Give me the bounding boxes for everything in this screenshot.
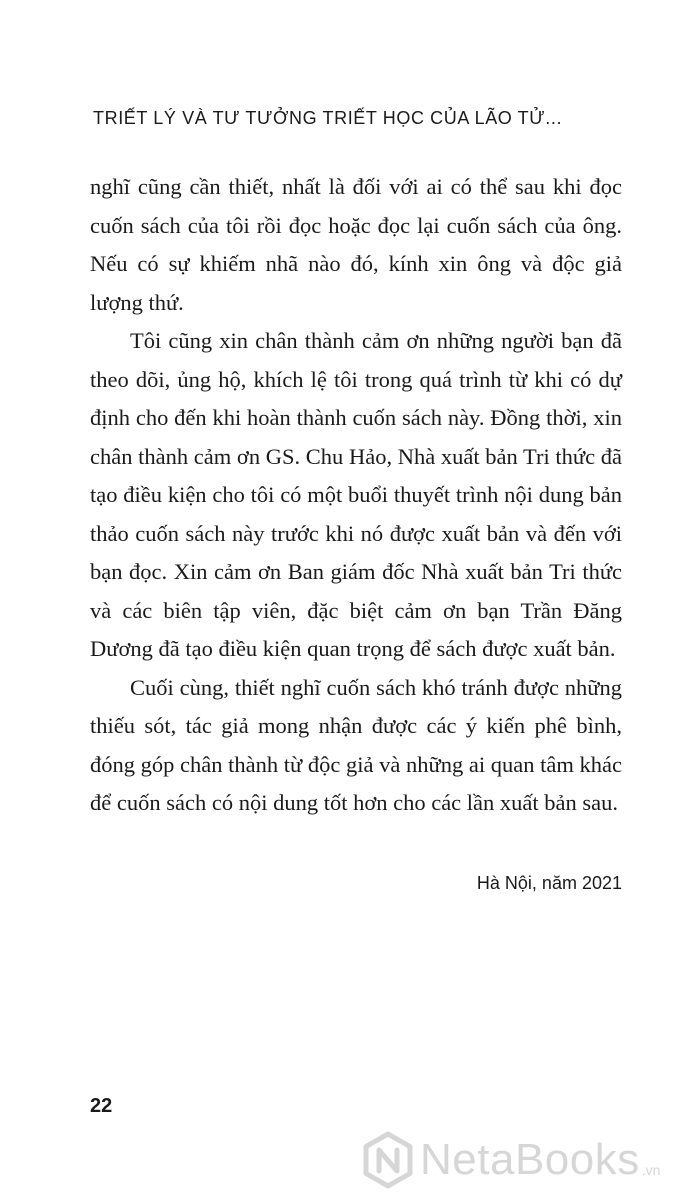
watermark-brand: NetaBooks <box>420 1135 640 1184</box>
netabooks-logo-icon <box>362 1131 414 1189</box>
watermark-domain-suffix: .vn <box>641 1162 661 1178</box>
page-number: 22 <box>90 1095 113 1117</box>
paragraph-continuation: nghĩ cũng cần thiết, nhất là đối với ai có thể sau khi đọc cuốn sách của tôi rồi đọc hoặc đọc lại cuốn sách của ông. Nếu có sự khiếm nhã nào đó, kính xin ông và độc giả lượng thứ. <box>90 174 622 315</box>
body-text <box>90 168 622 823</box>
paragraph-closing: Cuối cùng, thiết nghĩ cuốn sách khó tránh được những thiếu sót, tác giả mong nhận được các ý kiến phê bình, đóng góp chân thành từ độc giả và những ai quan tâm khác để cuốn sách có nội dung tốt hơn cho các lần xuất bản sau. <box>90 674 622 815</box>
place-date-signature: Hà Nội, năm 2021 <box>476 873 622 893</box>
running-header-title: TRIẾT LÝ VÀ TƯ TƯỞNG TRIẾT HỌC CỦA LÃO TỬ... <box>93 108 563 128</box>
paragraph-acknowledgements: Tôi cũng xin chân thành cảm ơn những người bạn đã theo dõi, ủng hộ, khích lệ tôi trong quá trình từ khi có dự định cho đến khi hoàn thành cuốn sách này. Đồng thời, xin chân thành cảm ơn GS. Chu Hảo, Nhà xuất bản Tri thức đã tạo điều kiện cho tôi có một buổi thuyết trình nội dung bản thảo cuốn sách này trước khi nó được xuất bản và đến với bạn đọc. Xin cảm ơn Ban giám đốc Nhà xuất bản Tri thức và các biên tập viên, đặc biệt cảm ơn bạn Trần Đăng Dương đã tạo điều kiện quan trọng để sách được xuất bản. <box>90 328 622 661</box>
watermark <box>362 1128 660 1192</box>
